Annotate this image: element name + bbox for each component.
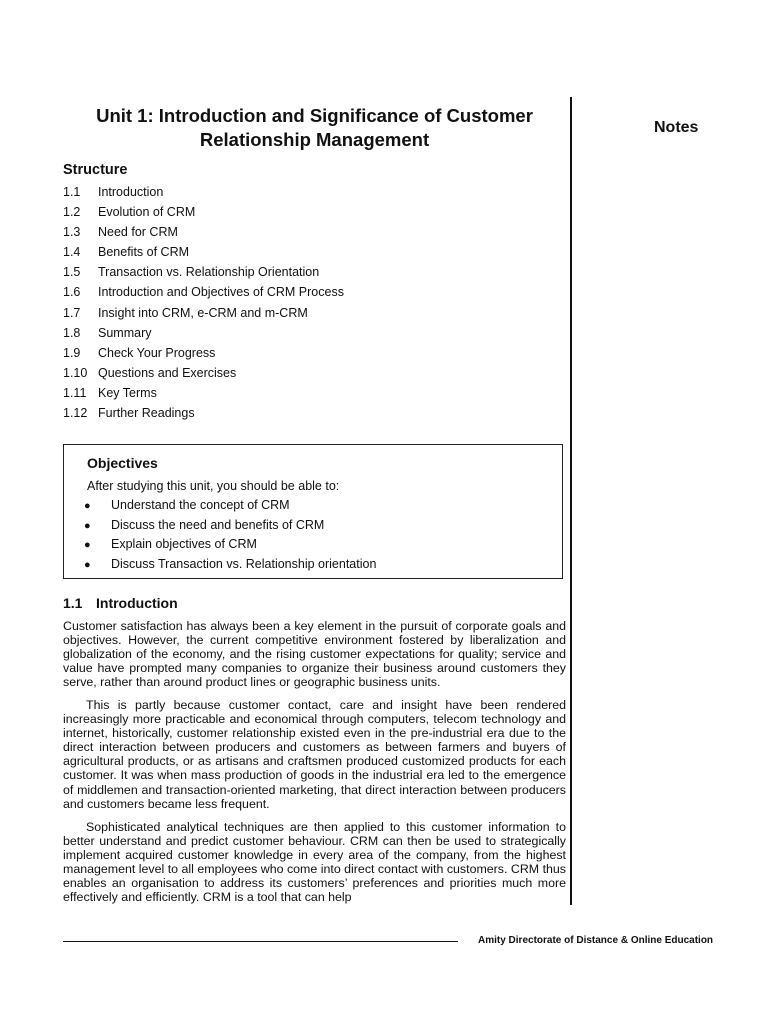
structure-item-number: 1.2 [63, 205, 81, 220]
bullet-icon: ● [84, 539, 91, 551]
structure-item [63, 343, 344, 363]
margin-divider [570, 97, 572, 905]
structure-item-number: 1.10 [63, 365, 88, 380]
structure-item-number: 1.1 [63, 185, 81, 199]
structure-item-label: Questions and Exercises [98, 365, 237, 380]
structure-item-number: 1.12 [63, 406, 88, 421]
structure-item-number: 1.6 [63, 285, 81, 300]
structure-item [63, 262, 344, 282]
structure-item-label: Transaction vs. Relationship Orientation [98, 265, 320, 280]
objectives-intro: After studying this unit, you should be able to: [87, 479, 340, 493]
structure-item-label: Key Terms [98, 385, 157, 400]
structure-item-number: 1.7 [63, 305, 81, 320]
structure-item-number: 1.5 [63, 265, 81, 280]
structure-item-label: Need for CRM [98, 225, 178, 240]
structure-item-label: Check Your Progress [98, 345, 216, 360]
structure-item [63, 222, 344, 242]
section-title: Introduction [96, 595, 178, 611]
objective-item [84, 496, 376, 516]
page-title-line-2: Relationship Management [199, 129, 430, 150]
structure-item-number: 1.9 [63, 345, 81, 360]
objective-item [84, 555, 376, 575]
structure-item [63, 383, 344, 403]
structure-item-label: Insight into CRM, e-CRM and m-CRM [98, 305, 308, 320]
structure-item-label: Evolution of CRM [98, 205, 196, 220]
structure-item [63, 282, 344, 302]
body-paragraph: Sophisticated analytical techniques are then applied to this customer information to better understand and predict customer behaviour. CRM can then be used to strategically implement acquired customer knowledge in every area of the company, from the highest management level to all employees who come into direct contact with customers. CRM thus enables an organisation to address its customers’ preferences and priorities much more effectively and efficiently. CRM is a tool that can help [63, 820, 566, 905]
section-number: 1.1 [63, 595, 83, 611]
objective-item [84, 535, 376, 555]
body-paragraph: This is partly because customer contact, care and insight have been rendered increasingly more practicable and economical through computers, telecom technology and internet, historically, customer relationship existed even in the pre-industrial era due to the direct interaction between producers and customers as between farmers and buyers of agricultural products, or as artisans and craftsmen produced customized products for each customer. It was when mass production of goods in the industrial era led to the emergence of middlemen and transaction-oriented marketing, that direct interaction between producers and customers became less frequent. [63, 698, 566, 811]
objective-item [84, 516, 376, 536]
structure-item [63, 323, 344, 343]
bullet-icon: ● [84, 558, 91, 571]
section-heading [63, 595, 178, 611]
objectives-list [84, 496, 376, 574]
structure-item-label: Summary [98, 325, 152, 340]
structure-item-number: 1.8 [63, 325, 81, 340]
objective-text: Discuss Transaction vs. Relationship orientation [111, 556, 377, 571]
structure-item [63, 363, 344, 383]
structure-item-number: 1.3 [63, 225, 81, 240]
structure-list [63, 182, 344, 423]
structure-item-number: 1.4 [63, 245, 81, 260]
body-paragraph: Customer satisfaction has always been a key element in the pursuit of corporate goals and objectives. However, the current competitive environment fostered by liberalization and globalization of the economy, and the rising customer expectations for quality; service and value have prompted many companies to organize their business around customers they serve, rather than around product lines or geographic business units. [63, 619, 566, 690]
structure-item-label: Further Readings [98, 406, 195, 421]
page-title [63, 104, 566, 152]
footer-rule [63, 941, 458, 942]
structure-item-number: 1.11 [63, 385, 87, 400]
objective-text: Discuss the need and benefits of CRM [111, 517, 325, 532]
footer-text: Amity Directorate of Distance & Online Education [478, 935, 714, 946]
page-title-line-1: Unit 1: Introduction and Significance of Customer [96, 105, 533, 126]
structure-item-label: Introduction [98, 185, 164, 199]
structure-item-label: Introduction and Objectives of CRM Process [98, 285, 344, 300]
objective-text: Understand the concept of CRM [111, 498, 290, 512]
objectives-heading: Objectives [87, 455, 158, 471]
structure-item-label: Benefits of CRM [98, 245, 190, 260]
objective-text: Explain objectives of CRM [111, 537, 257, 551]
structure-item [63, 403, 344, 423]
structure-item [63, 182, 344, 202]
bullet-icon: ● [84, 500, 91, 512]
objectives-box [63, 444, 563, 579]
structure-heading: Structure [63, 162, 128, 178]
structure-item [63, 242, 344, 262]
structure-item [63, 202, 344, 222]
bullet-icon: ● [84, 519, 91, 532]
notes-label: Notes [654, 119, 699, 136]
structure-item [63, 303, 344, 323]
